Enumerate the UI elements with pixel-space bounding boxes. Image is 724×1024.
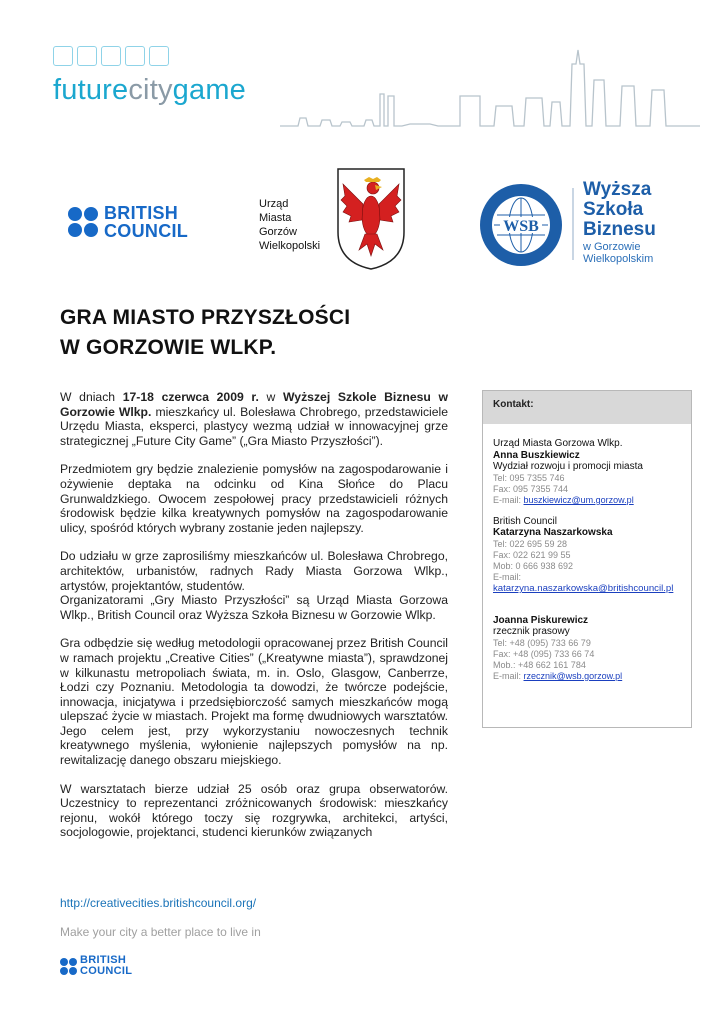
urzad-line: Wielkopolski: [259, 240, 321, 252]
urzad-line: Urząd: [259, 198, 289, 210]
contact-email-link[interactable]: katarzyna.naszarkowska@britishcouncil.pl: [493, 582, 674, 594]
urzad-line: Gorzów: [259, 226, 297, 238]
title-line1: GRA MIASTO PRZYSZŁOŚCI: [60, 306, 351, 329]
contact-email-link[interactable]: buszkiewicz@um.gorzow.pl: [523, 494, 634, 505]
contact-tel: Tel: 022 695 59 28: [493, 538, 568, 549]
wsb-sub-line: Wielkopolskim: [583, 253, 654, 265]
text-run: W dniach: [60, 390, 123, 404]
contact-name: Joanna Piskurewicz: [493, 614, 589, 626]
chart-icon: [77, 46, 97, 66]
building-icon: [125, 46, 145, 66]
wsb-divider: [572, 188, 574, 260]
date-bold: 17-18 czerwca 2009 r.: [122, 390, 259, 404]
bc-dots-icon: [60, 958, 77, 975]
contact-mob: Mob: 0 666 938 692: [493, 560, 574, 571]
email-label: E-mail:: [493, 494, 524, 505]
british-council-logo: [68, 204, 188, 240]
contact-name: Anna Buszkiewicz: [493, 449, 580, 461]
brand-part-future: future: [53, 74, 129, 106]
wsb-title-line: Wyższa: [583, 179, 652, 200]
article-body: [60, 390, 448, 840]
contact-header: [483, 391, 691, 424]
city-icon: [101, 46, 121, 66]
bc-logo-line2: COUNCIL: [104, 221, 189, 241]
contact-heading: Kontakt:: [493, 399, 534, 410]
paragraph: Do udziału w grze zaprosiliśmy mieszkańców ul. Bolesława Chrobrego, architektów, urbanistów, radnych Rady Miasta Gorzowa Wlkp., artystów, projektantów, studentów.: [60, 549, 448, 593]
globe-icon: [149, 46, 169, 66]
bc-logo-line1: BRITISH: [104, 203, 179, 223]
contact-email-link[interactable]: rzecznik@wsb.gorzow.pl: [523, 670, 623, 681]
paragraph: W warsztatach bierze udział 25 osób oraz grupa obserwatorów. Uczestnicy to reprezentanci zróżnicowanych środowisk: mieszkańcy rejonu, wokół którego toczy się rozgrywka, architekci, artyści, socjologowie, projektanci, studenci kierunków związanych: [60, 781, 448, 840]
header-icons: [53, 46, 169, 66]
page-title: [60, 303, 350, 363]
urzad-line: Miasta: [259, 212, 292, 224]
email-label: E-mail:: [493, 571, 522, 582]
contact-box: [482, 390, 692, 728]
contact-org: British Council: [493, 515, 557, 527]
bc-footer-line2: COUNCIL: [80, 965, 133, 977]
urzad-miasta-label: [259, 197, 320, 253]
wsb-emblem-icon: [478, 182, 564, 268]
text-run: w: [258, 390, 284, 404]
title-line2: W GORZOWIE WLKP.: [60, 336, 277, 359]
contact-fax: Fax: 022 621 99 55: [493, 549, 571, 560]
text-run: mieszkańcy ul. Bolesława Chrobrego, przedstawiciele Urzędu Miasta, eksperci, plastycy wezmą udział w innowacyjnej grze strategicznej „Future City Game” („Gra Miasto Przyszłości”).: [60, 404, 449, 448]
wsb-subtitle: [583, 241, 653, 265]
people-icon: [53, 46, 73, 66]
wsb-title-line: Biznesu: [583, 219, 656, 240]
contact-tel: Tel: 095 7355 746: [493, 472, 565, 483]
creative-cities-link[interactable]: http://creativecities.britishcouncil.org/: [60, 896, 257, 910]
contact-role: rzecznik prasowy: [493, 626, 570, 638]
british-council-footer-logo: [60, 955, 132, 977]
contact-name: Katarzyna Naszarkowska: [493, 527, 613, 539]
wsb-sub-line: w Gorzowie: [583, 241, 641, 253]
email-label: E-mail:: [493, 670, 524, 681]
contact-fax: Fax: 095 7355 744: [493, 483, 569, 494]
paragraph: Przedmiotem gry będzie znalezienie pomysłów na zagospodarowanie i ożywienie deptaka na odcinku od Kina Słońce do Placu Grunwaldzkiego. Owocem zespołowej pracy przedstawicieli różnych środowisk będzie kilka kreatywnych pomysłów na zagospodarowanie ulicy, spośród których wybrany zostanie jeden najlepszy.: [60, 462, 448, 535]
contact-mob: Mob.: +48 662 161 784: [493, 659, 586, 670]
wsb-title-line: Szkoła: [583, 199, 644, 220]
brand-part-city: city: [128, 74, 173, 106]
contact-body: [493, 438, 689, 682]
contact-tel: Tel: +48 (095) 733 66 79: [493, 637, 591, 648]
brand-part-game: game: [172, 74, 247, 106]
skyline-graphic: [280, 40, 700, 130]
gorzow-crest-icon: [335, 166, 407, 272]
brand-logo: [53, 74, 246, 107]
contact-org: Urząd Miasta Gorzowa Wlkp.: [493, 438, 623, 449]
bc-footer-line1: BRITISH: [80, 954, 127, 966]
contact-dept: Wydział rozwoju i promocji miasta: [493, 461, 643, 473]
paragraph: Organizatorami „Gry Miasto Przyszłości” są Urząd Miasta Gorzowa Wlkp., British Council oraz Wyższa Szkoła Biznesu w Gorzowie Wlkp.: [60, 593, 448, 622]
wsb-title: [583, 180, 656, 240]
wsb-emblem-text: WSB: [503, 218, 539, 235]
paragraph: [60, 390, 448, 448]
slogan: Make your city a better place to live in: [60, 925, 261, 939]
bc-dots-icon: [68, 207, 98, 237]
venue-bold: Wyższej Szkole Biznesu w Gorzowie Wlkp.: [60, 390, 448, 419]
contact-fax: Fax: +48 (095) 733 66 74: [493, 648, 595, 659]
paragraph: Gra odbędzie się według metodologii opracowanej przez British Council w ramach projektu „Creative Cities” („Kreatywne miasta”), sprawdzonej w kilkunastu metropoliach świata, m. in. Oslo, Glasgow, Canberrze, Łodzi czy Poznaniu. Metodologia ta dowodzi, że twórcze podejście, innowacja, inicjatywa i przedsiębiorczość samych mieszkańców mogą ulepszać życie w miastach. Projekt ma formę dwudniowych warsztatów. Jego celem jest, przy wykorzystaniu nowoczesnych technik kreatywnego myślenia, wyłonienie najlepszych pomysłów na np. rewitalizację danego obszaru miejskiego.: [60, 636, 448, 768]
